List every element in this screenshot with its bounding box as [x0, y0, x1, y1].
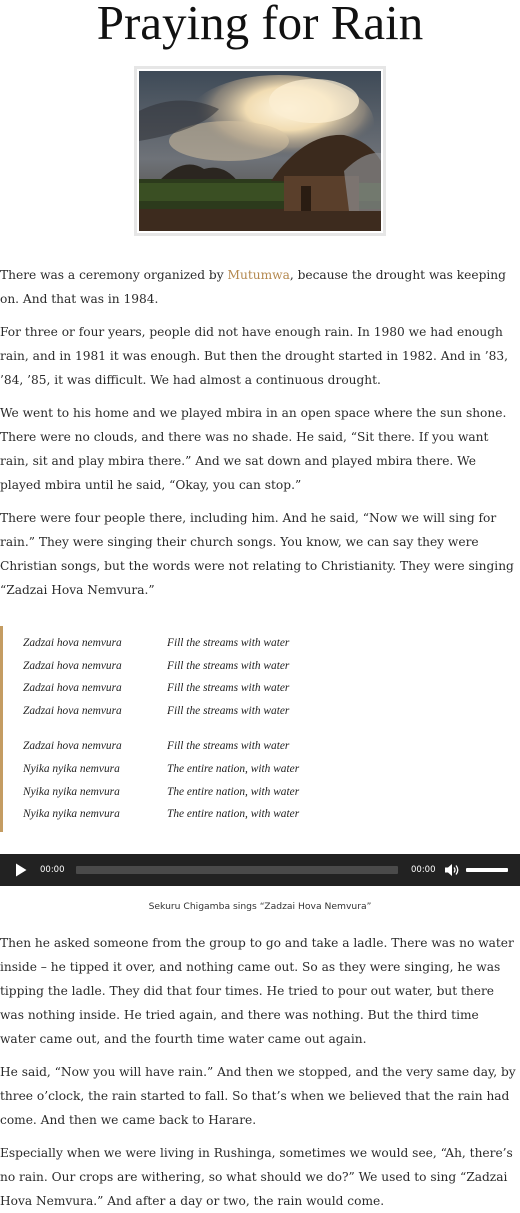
- lyric-line: [23, 758, 520, 781]
- lyric-shona: Nyika nyika nemvura: [23, 808, 120, 821]
- lyric-shona: Zadzai hova nemvura: [23, 682, 122, 695]
- paragraph-1: [0, 263, 520, 311]
- paragraph-3: We went to his home and we played mbira in an open space where the sun shone. There were no clouds, and there was no shade. He said, “Sit there. If you want rain, sit and play mbira there.” And we sat down and played mbira there. We played mbira until he said, “Okay, you can stop.”: [0, 406, 507, 492]
- play-icon[interactable]: [15, 863, 29, 877]
- hero-image-frame: [134, 66, 386, 236]
- audio-caption: Sekuru Chigamba sings “Zadzai Hova Nemvura”: [148, 900, 372, 912]
- lyric-english: Fill the streams with water: [167, 682, 290, 695]
- paragraph-1-suffix: , because the drought was keeping on. And that was in 1984.: [0, 268, 506, 306]
- current-time: 00:00: [40, 864, 65, 875]
- lyric-shona: Zadzai hova nemvura: [23, 659, 122, 672]
- lyric-shona: Nyika nyika nemvura: [23, 785, 120, 798]
- lyric-line: [23, 700, 520, 723]
- article-body: [0, 263, 520, 1213]
- lyric-shona: Zadzai hova nemvura: [23, 740, 122, 753]
- lyric-shona: Zadzai hova nemvura: [23, 637, 122, 649]
- stanza-break: [23, 722, 520, 735]
- duration-time: 00:00: [411, 864, 436, 875]
- lyric-line: [23, 735, 520, 758]
- paragraph-1-prefix: There was a ceremony organized by: [0, 268, 228, 282]
- lyric-line: [23, 803, 520, 826]
- volume-icon[interactable]: [444, 863, 460, 877]
- lyric-english: The entire nation, with water: [167, 808, 300, 821]
- lyric-english: Fill the streams with water: [167, 659, 290, 672]
- paragraph-7: Especially when we were living in Rushinga, sometimes we would see, “Ah, there’s no rain. Our crops are withering, so what should we do?” We used to sing “Zadzai Hova Nemvura.” And after a day or two, the rain would come.: [0, 1145, 513, 1208]
- storm-cloud-hut-photo: [139, 71, 381, 231]
- volume-slider[interactable]: [466, 868, 508, 872]
- paragraph-4: There were four people there, including him. And he said, “Now we will sing for rain.” They were singing their church songs. You know, we can say they were Christian songs, but the words were not relating to Christianity. They were singing “Zadzai Hova Nemvura.”: [0, 511, 514, 597]
- song-lyrics-blockquote: [0, 626, 520, 832]
- lyric-line: [23, 677, 520, 700]
- page-title: Praying for Rain: [96, 0, 424, 50]
- lyric-english: The entire nation, with water: [167, 785, 300, 798]
- lyric-english: Fill the streams with water: [167, 740, 290, 753]
- paragraph-5: Then he asked someone from the group to go and take a ladle. There was no water inside – he tipped it over, and nothing came out. So as they were singing, he was tipping the ladle. They did that four times. He tried to pour out water, but there was nothing inside. He tried again, and there was nothing. But the third time water came out, and the fourth time water came out again.: [0, 935, 514, 1046]
- mutumwa-link[interactable]: Mutumwa: [227, 268, 290, 282]
- lyric-english: The entire nation, with water: [167, 762, 300, 775]
- lyric-shona: Nyika nyika nemvura: [23, 762, 120, 775]
- lyric-english: Fill the streams with water: [167, 704, 290, 717]
- audio-player: [0, 854, 520, 886]
- lyric-line: [23, 781, 520, 804]
- paragraph-6: He said, “Now you will have rain.” And then we stopped, and the very same day, by three o’clock, the rain started to fall. So that’s when we believed that the rain had come. And then we came back to Harare.: [0, 1064, 516, 1127]
- lyric-shona: Zadzai hova nemvura: [23, 704, 122, 717]
- paragraph-2: For three or four years, people did not have enough rain. In 1980 we had enough rain, and in 1981 it was enough. But then the drought started in 1982. And in ’83, ’84, ’85, it was difficult. We had almost a continuous drought.: [0, 325, 508, 387]
- lyric-line: [23, 655, 520, 678]
- progress-slider[interactable]: [76, 866, 398, 874]
- lyric-line: [23, 632, 520, 655]
- lyric-english: Fill the streams with water: [167, 637, 290, 649]
